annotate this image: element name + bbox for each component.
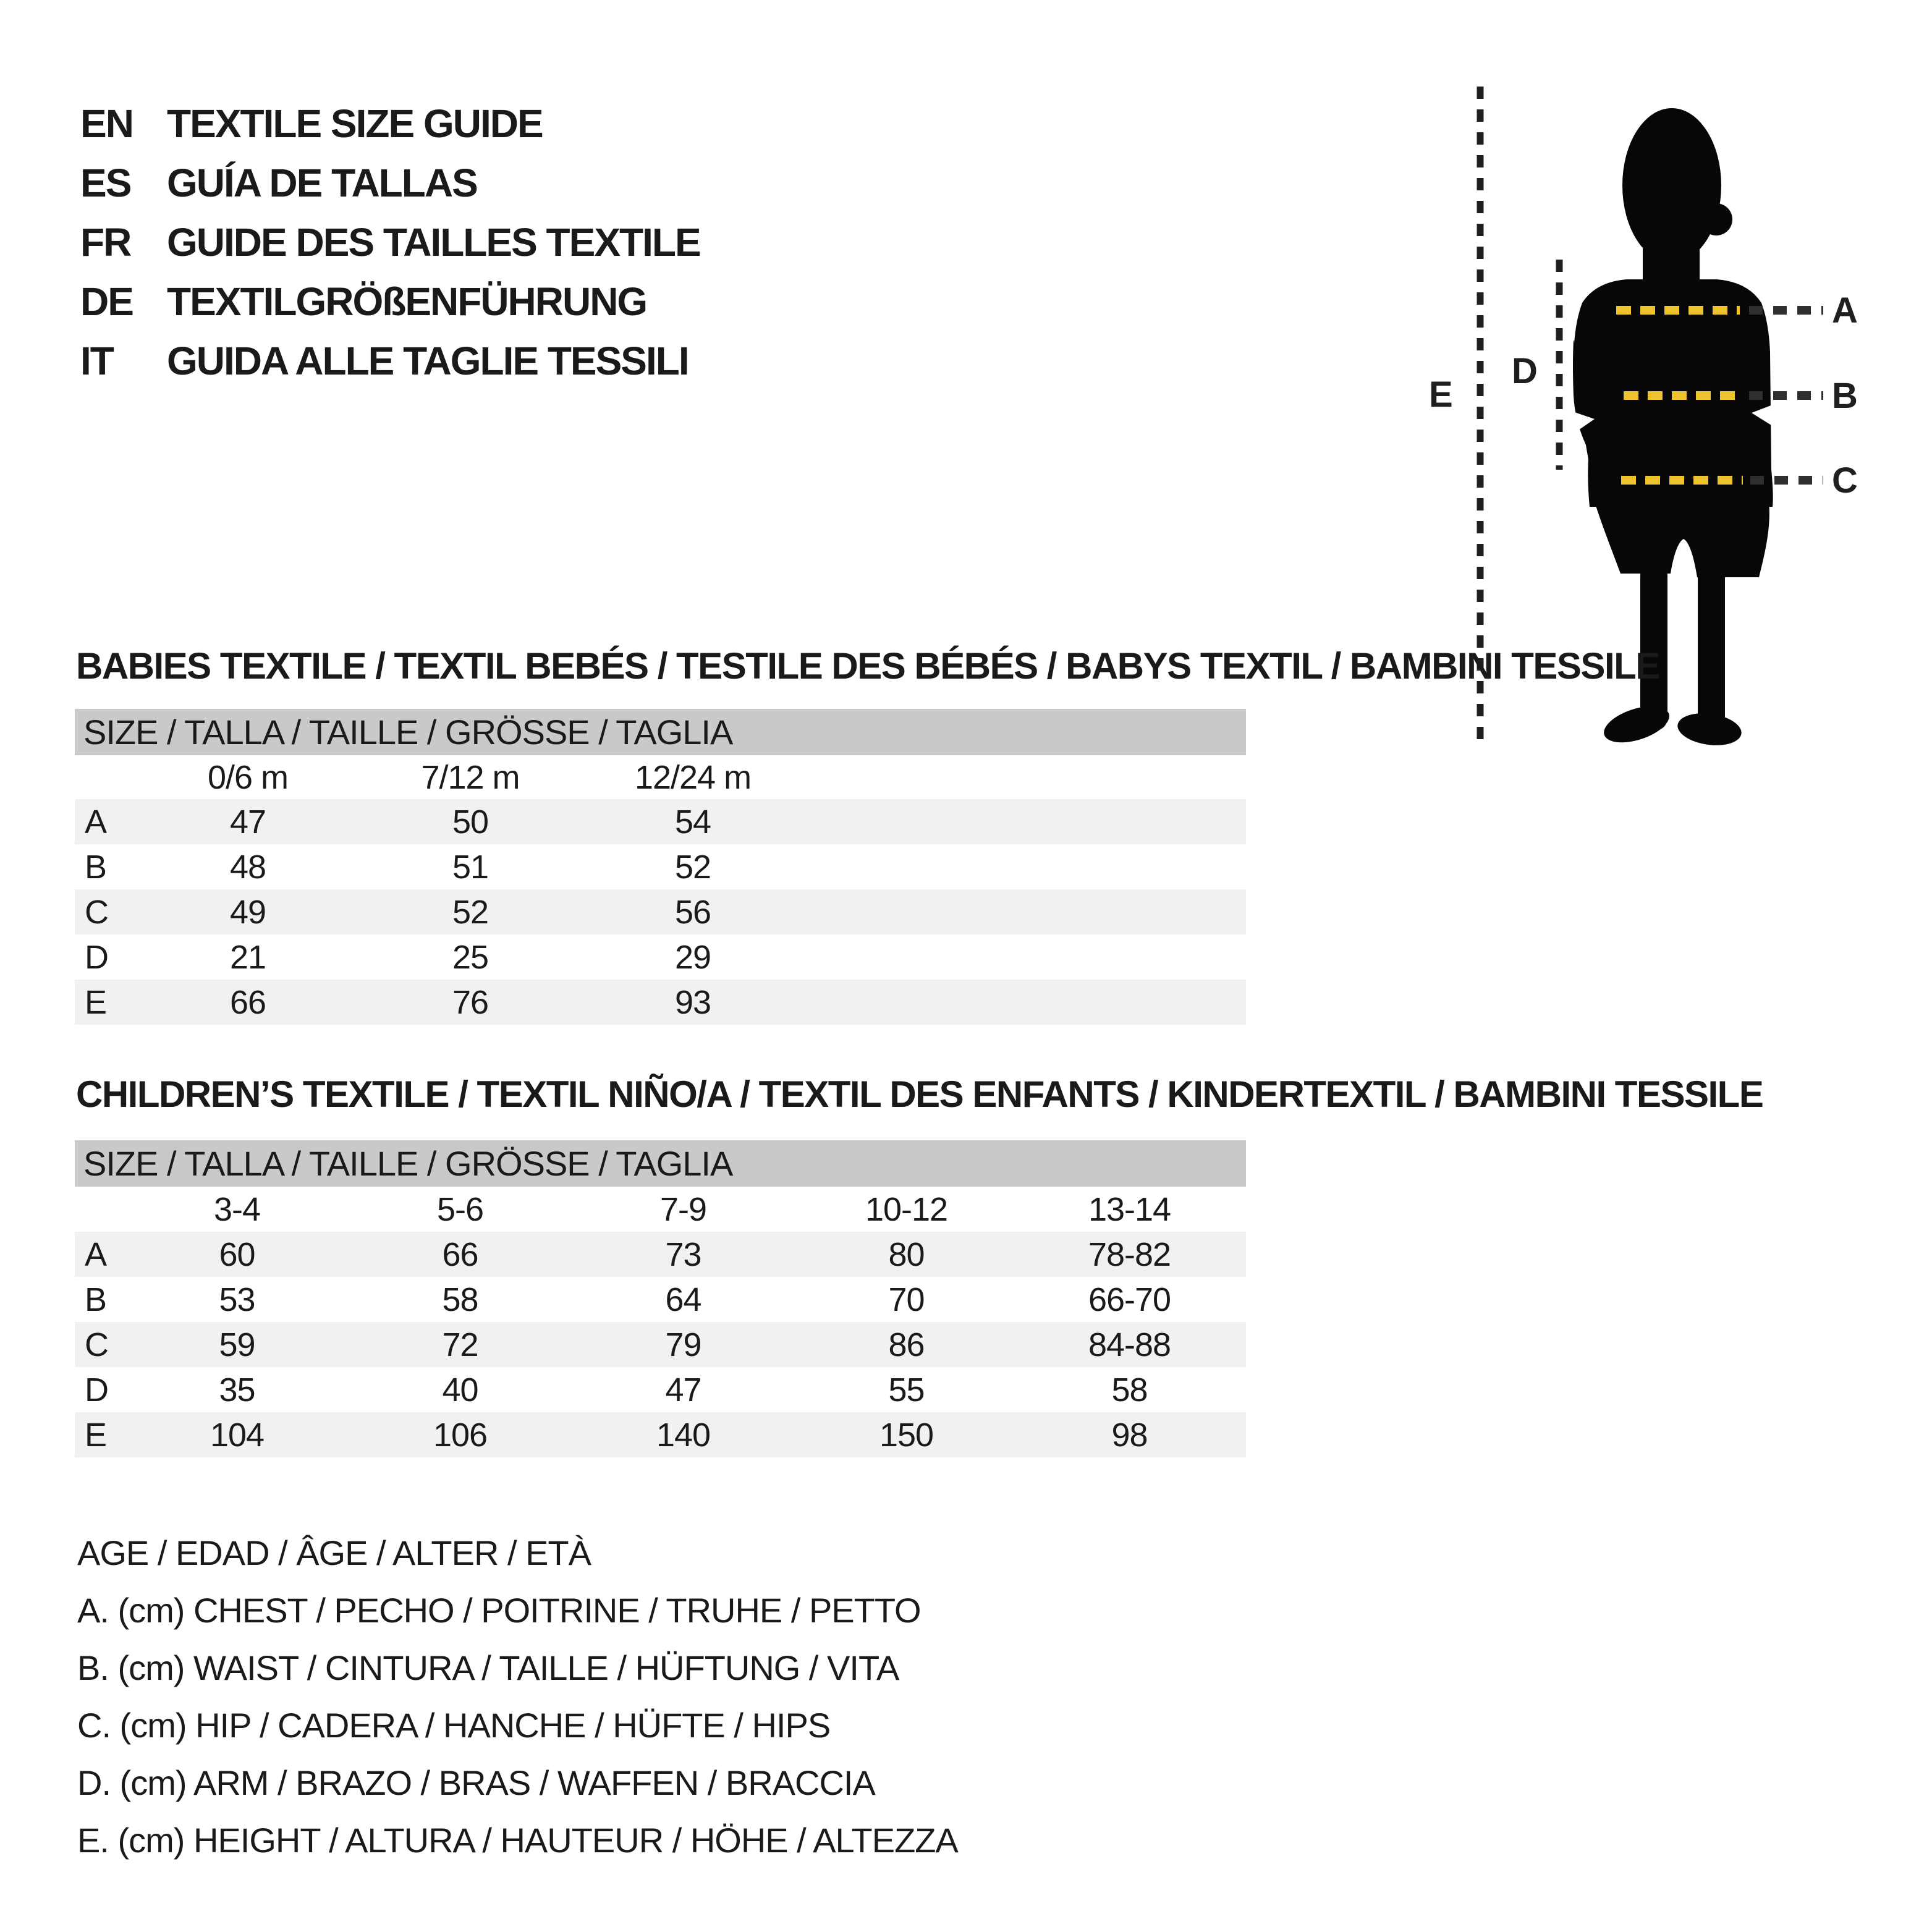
lang-code-fr: FR [80,220,131,265]
cell: 48 [229,848,266,886]
header-line-es [80,153,700,213]
cell: 73 [665,1235,701,1273]
title-de: TEXTILGRÖßENFÜHRUNG [167,279,647,324]
children-col-13-14: 13-14 [1088,1190,1171,1228]
cell: 86 [888,1326,925,1363]
cell: 50 [452,803,489,841]
cell: 76 [452,983,489,1021]
babies-section-heading: BABIES TEXTILE / TEXTIL BEBÉS / TESTILE DES BÉBÉS / BABYS TEXTIL / BAMBINI TESSILE [76,645,1659,687]
cell: 21 [229,938,266,976]
cell: 52 [674,848,711,886]
table-row [75,1412,1246,1457]
cell: 59 [219,1326,255,1363]
measure-label-d: D [1512,351,1538,391]
row-label-d: D [85,938,108,976]
children-size-header-band: SIZE / TALLA / TAILLE / GRÖSSE / TAGLIA [75,1140,1246,1187]
table-row [75,1367,1246,1412]
measure-label-c: C [1832,460,1858,501]
table-row [75,1322,1246,1367]
row-label-e: E [85,1416,107,1454]
children-size-table [75,1140,1246,1457]
legend-chest: A. (cm) CHEST / PECHO / POITRINE / TRUHE / PETTO [77,1591,921,1630]
babies-column-headers [75,755,1246,799]
cell: 66-70 [1088,1281,1171,1318]
title-fr: GUIDE DES TAILLES TEXTILE [167,220,700,265]
cell: 47 [665,1371,701,1409]
row-label-d: D [85,1371,108,1409]
header-line-fr [80,213,700,272]
cell: 49 [229,893,266,931]
cell: 78-82 [1088,1235,1171,1273]
cell: 84-88 [1088,1326,1171,1363]
legend-hip: C. (cm) HIP / CADERA / HANCHE / HÜFTE / HIPS [77,1706,831,1745]
cell: 25 [452,938,489,976]
row-label-c: C [85,1326,108,1363]
legend-height: E. (cm) HEIGHT / ALTURA / HAUTEUR / HÖHE / ALTEZZA [77,1821,958,1860]
table-row [75,1277,1246,1322]
table-row [75,980,1246,1025]
table-row [75,799,1246,844]
header-line-de [80,272,700,331]
babies-col-7-12m: 7/12 m [421,758,520,796]
header-line-it [80,331,700,391]
cell: 80 [888,1235,925,1273]
measurement-legend [77,1524,958,1869]
lang-code-en: EN [80,101,133,146]
children-col-7-9: 7-9 [659,1190,707,1228]
cell: 58 [442,1281,478,1318]
measure-label-e: E [1429,375,1453,415]
row-label-a: A [85,803,107,841]
cell: 53 [219,1281,255,1318]
language-header-block [80,94,700,391]
header-line-en [80,94,700,153]
cell: 98 [1111,1416,1148,1454]
babies-size-table [75,709,1246,1025]
cell: 54 [674,803,711,841]
row-label-e: E [85,983,107,1021]
measure-label-b: B [1832,376,1858,416]
lang-code-es: ES [80,161,131,205]
table-row [75,889,1246,934]
cell: 104 [210,1416,265,1454]
cell: 52 [452,893,489,931]
row-label-b: B [85,1281,107,1318]
table-row [75,844,1246,889]
children-column-headers [75,1187,1246,1232]
cell: 58 [1111,1371,1148,1409]
title-en: TEXTILE SIZE GUIDE [167,101,543,146]
cell: 55 [888,1371,925,1409]
title-it: GUIDA ALLE TAGLIE TESSILI [167,339,688,383]
cell: 79 [665,1326,701,1363]
babies-size-header-band: SIZE / TALLA / TAILLE / GRÖSSE / TAGLIA [75,709,1246,755]
cell: 140 [656,1416,711,1454]
cell: 93 [674,983,711,1021]
cell: 35 [219,1371,255,1409]
row-label-c: C [85,893,108,931]
title-es: GUÍA DE TALLAS [167,161,477,205]
lang-code-it: IT [80,339,113,383]
legend-waist: B. (cm) WAIST / CINTURA / TAILLE / HÜFTUNG / VITA [77,1648,899,1687]
cell: 66 [442,1235,478,1273]
legend-age: AGE / EDAD / ÂGE / ALTER / ETÀ [77,1533,591,1572]
babies-col-0-6m: 0/6 m [207,758,289,796]
babies-col-12-24m: 12/24 m [634,758,752,796]
cell: 66 [229,983,266,1021]
children-col-10-12: 10-12 [865,1190,948,1228]
cell: 47 [229,803,266,841]
children-col-5-6: 5-6 [436,1190,484,1228]
cell: 60 [219,1235,255,1273]
table-row [75,1232,1246,1277]
cell: 40 [442,1371,478,1409]
cell: 64 [665,1281,701,1318]
cell: 106 [433,1416,488,1454]
cell: 72 [442,1326,478,1363]
row-label-a: A [85,1235,107,1273]
row-label-b: B [85,848,107,886]
cell: 150 [879,1416,934,1454]
cell: 51 [452,848,489,886]
table-row [75,934,1246,980]
children-section-heading: CHILDREN’S TEXTILE / TEXTIL NIÑO/A / TEXTIL DES ENFANTS / KINDERTEXTIL / BAMBINI TESSILE [76,1073,1763,1115]
cell: 29 [674,938,711,976]
measure-label-a: A [1832,290,1858,331]
cell: 56 [674,893,711,931]
children-col-3-4: 3-4 [213,1190,261,1228]
lang-code-de: DE [80,279,133,324]
cell: 70 [888,1281,925,1318]
legend-arm: D. (cm) ARM / BRAZO / BRAS / WAFFEN / BRACCIA [77,1763,875,1802]
